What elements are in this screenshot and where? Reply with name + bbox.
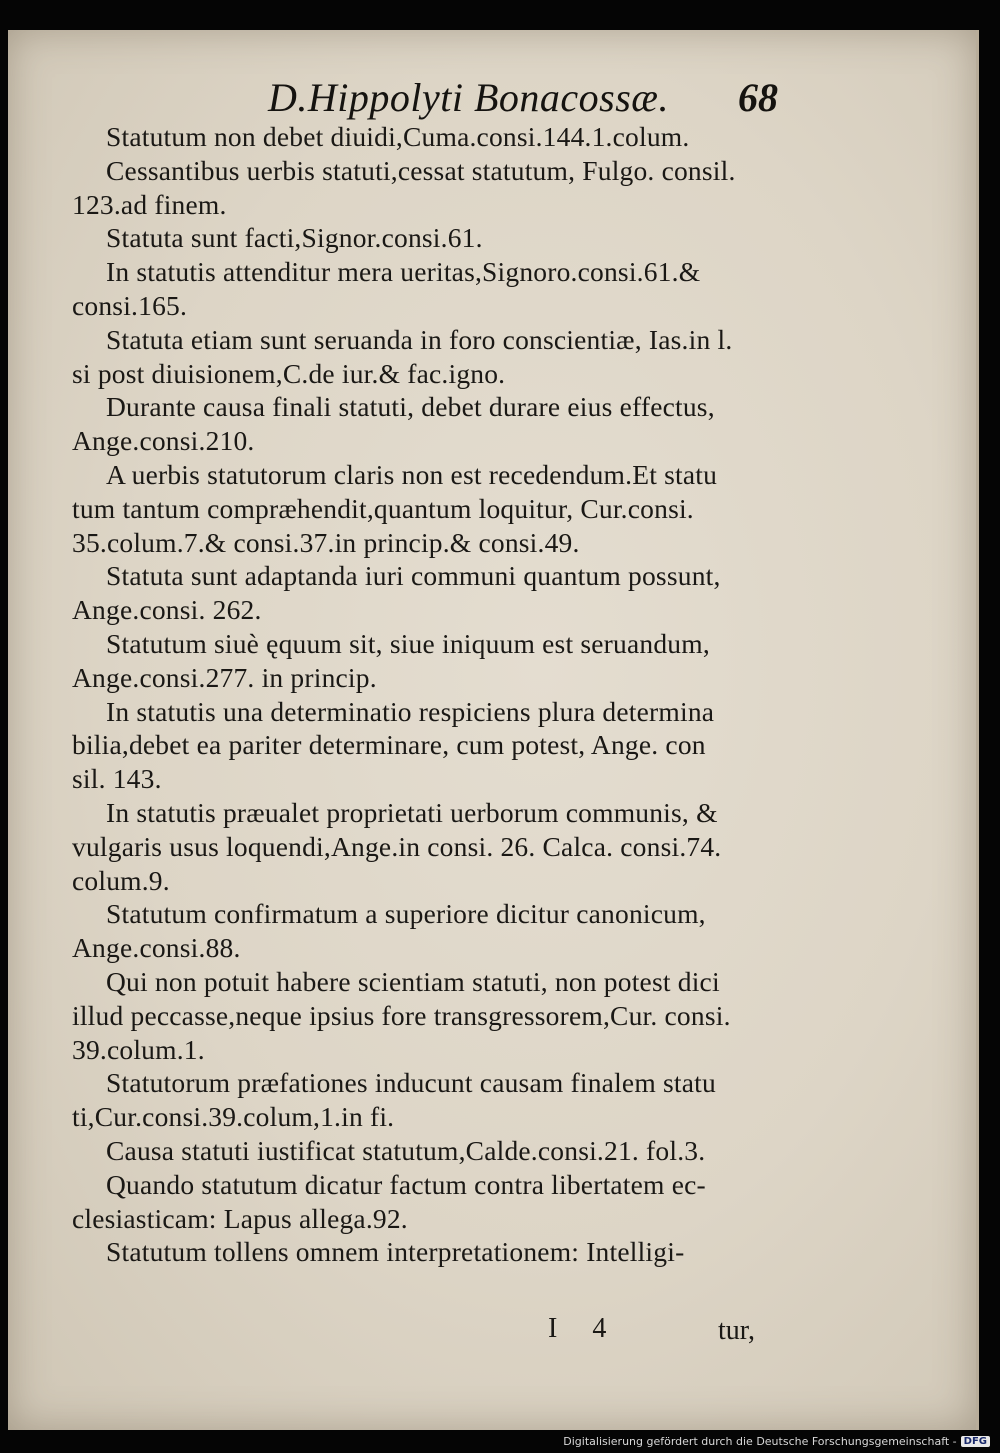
footer-credit-text: Digitalisierung gefördert durch die Deutsche Forschungsgemeinschaft - <box>563 1435 957 1448</box>
text-line: Statutum confirmatum a superiore dicitur canonicum, <box>106 898 706 930</box>
text-line: colum.9. <box>72 864 170 896</box>
signature-mark: I 4 <box>548 1313 621 1344</box>
text-line: Qui non potuit habere scientiam statuti, non potest dici <box>106 965 720 997</box>
text-line: Statutum tollens omnem interpretationem: Intelligi- <box>106 1236 685 1268</box>
text-line: Statuta etiam sunt seruanda in foro conscientiæ, Ias.in l. <box>106 323 733 355</box>
text-line: illud peccasse,neque ipsius fore transgressorem,Cur. consi. <box>72 999 731 1031</box>
text-line: A uerbis statutorum claris non est recedendum.Et statu <box>106 458 718 490</box>
text-line: ti,Cur.consi.39.colum,1.in fi. <box>72 1101 395 1133</box>
text-line: Statuta sunt adaptanda iuri communi quantum possunt, <box>106 560 721 592</box>
text-line: clesiasticam: Lapus allega.92. <box>72 1202 408 1234</box>
text-line: Durante causa finali statuti, debet durare eius effectus, <box>106 391 715 423</box>
digitization-footer <box>563 1435 990 1448</box>
text-line: sil. 143. <box>72 763 162 795</box>
text-line: 39.colum.1. <box>72 1033 205 1065</box>
text-line: Statutum siuè ęquum sit, siue iniquum est seruandum, <box>106 627 710 659</box>
text-line: 123.ad finem. <box>72 188 227 220</box>
running-head-title: D.Hippolyti Bonacossæ. <box>268 75 669 120</box>
book-page <box>8 30 979 1430</box>
text-line: Statutum non debet diuidi,Cuma.consi.144.1.colum. <box>106 121 690 152</box>
text-line: Ange.consi. 262. <box>72 594 262 626</box>
text-line: Ange.consi.88. <box>72 932 241 964</box>
text-line: tum tantum compræhendit,quantum loquitur, Cur.consi. <box>72 492 694 524</box>
text-line: Cessantibus uerbis statuti,cessat statutum, Fulgo. consil. <box>106 154 736 186</box>
text-line: si post diuisionem,C.de iur.& fac.igno. <box>72 357 506 389</box>
text-line: In statutis una determinatio respiciens plura determina <box>106 695 715 727</box>
catchword: tur, <box>718 1315 755 1346</box>
text-line: bilia,debet ea pariter determinare, cum potest, Ange. con <box>72 729 706 761</box>
text-line: In statutis attenditur mera ueritas,Signoro.consi.61.& <box>106 256 701 288</box>
text-line: Statuta sunt facti,Signor.consi.61. <box>106 222 483 254</box>
text-line: Causa statuti iustificat statutum,Calde.consi.21. fol.3. <box>106 1134 706 1166</box>
text-line: vulgaris usus loquendi,Ange.in consi. 26. Calca. consi.74. <box>72 830 722 862</box>
dfg-logo-icon: DFG <box>961 1436 990 1447</box>
text-line: Ange.consi.210. <box>72 425 255 457</box>
body-text <box>72 120 802 1269</box>
text-line: 35.colum.7.& consi.37.in princip.& consi.49. <box>72 526 580 558</box>
text-line: Statutorum præfationes inducunt causam finalem statu <box>106 1067 716 1099</box>
text-line: Ange.consi.277. in princip. <box>72 661 377 693</box>
page-number: 68 <box>738 75 778 120</box>
text-line: consi.165. <box>72 289 188 321</box>
text-line: In statutis præualet proprietati uerborum communis, & <box>106 796 718 828</box>
text-line: Quando statutum dicatur factum contra libertatem ec- <box>106 1168 706 1200</box>
